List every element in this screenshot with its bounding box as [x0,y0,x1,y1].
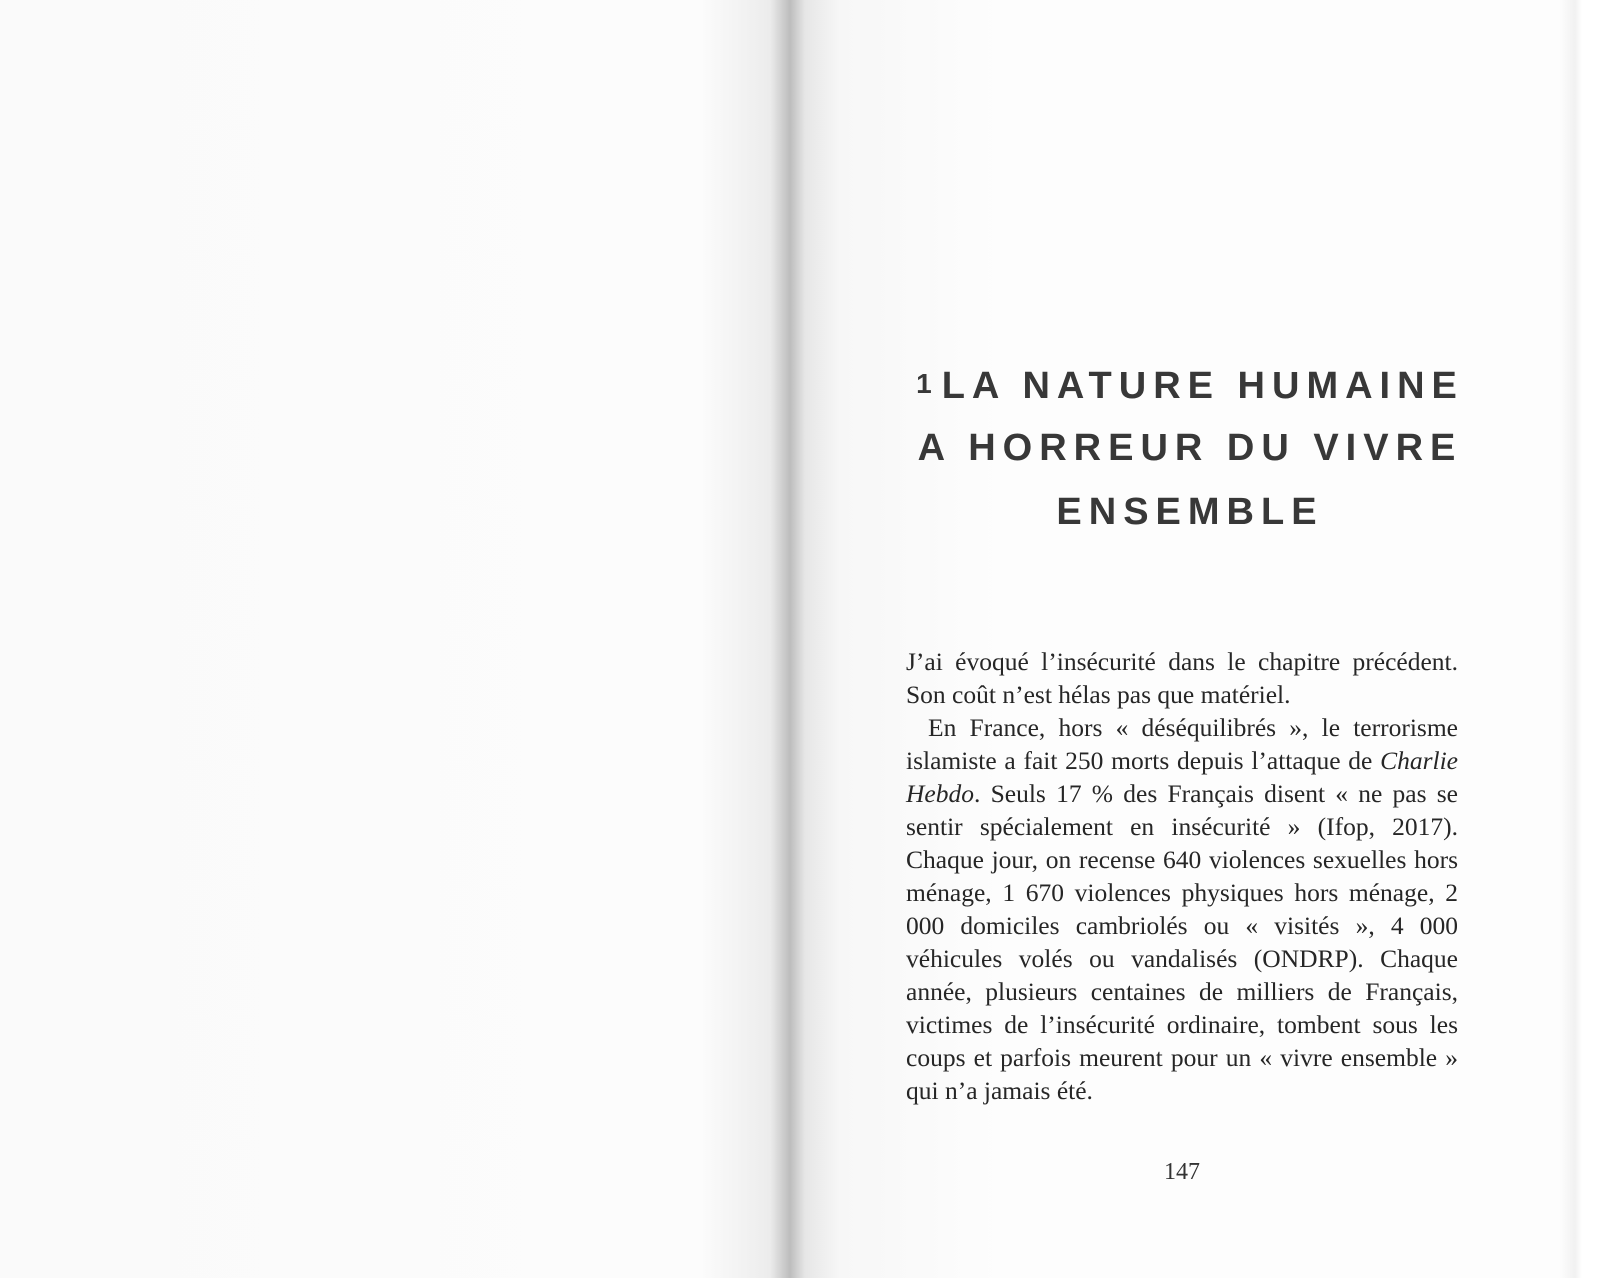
chapter-title-line [840,352,1540,416]
italic-title: Charlie Hebdo [906,746,1458,808]
chapter-title-line: ENSEMBLE [1056,491,1324,533]
chapter-title-line: A HORREUR DU VIVRE [917,427,1463,469]
left-page-blank [0,0,790,1278]
paragraph [906,711,1458,1107]
paragraph: J’ai évoqué l’insécurité dans le chapitre précédent. Son coût n’est hélas pas que matériel. [906,647,1458,709]
text-column [906,645,1458,1187]
page-number: 147 [1164,1159,1200,1185]
chapter-number: 1 [916,368,932,399]
paragraph-text: . Seuls 17 % des Français disent « ne pas se sentir spécialement en insécurité » (Ifop, 2017). Chaque jour, on recense 640 violences sexuelles hors ménage, 1 670 violences physiques hors ménage, 2 000 domiciles cambriolés ou « visités », 4 000 véhicules volés ou vandalisés (ONDRP). Chaque année, plusieurs centaines de milliers de Français, victimes de l’insécurité ordinaire, tombent sous les coups et parfois meurent pour un « vivre ensemble » qui n’a jamais été. [906,779,1458,1105]
chapter-title [840,352,1540,544]
right-page [800,0,1575,1278]
chapter-title-text: LA NATURE HUMAINE [941,365,1464,407]
paragraph-text: En France, hors « déséquilibrés », le terrorisme islamiste a fait 250 morts depuis l’attaque de [906,713,1458,775]
body-text [906,645,1458,1107]
